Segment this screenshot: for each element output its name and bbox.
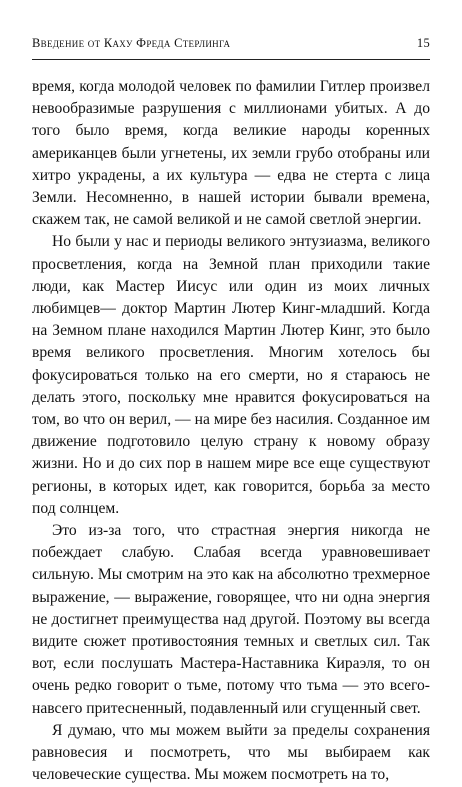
body-text bbox=[32, 76, 430, 787]
header-divider bbox=[32, 59, 430, 60]
paragraph-3: Это из-за того, что страстная энергия никогда не побеждает слабую. Слабая всегда уравновешивает сильную. Мы смотрим на это как на абсолютно трехмерное выражение, — выражение, говорящее, что ни одна энергия не достигнет преимущества над другой. Поэтому вы всегда видите сюжет противостояния темных и светлых сил. Так вот, если послушать Мастера-Наставника Кираэля, то он очень редко говорит о тьме, потому что тьма — это всего-навсего притесненный, подавленный или сгущенный свет. bbox=[32, 522, 430, 717]
running-header bbox=[32, 36, 430, 54]
paragraph-2: Но были у нас и периоды великого энтузиазма, великого просветления, когда на Земной план приходили такие люди, как Мастер Иисус или один из моих личных любимцев— доктор Мартин Лютер Кинг-младший. Когда на Земном плане находился Мартин Лютер Кинг, это было время великого просветления. Многим хотелось бы фокусироваться только на его смерти, но я стараюсь не делать этого, поскольку мне нравится фокусироваться на том, во что он верил, — на мире без насилия. Созданное им движение подготовило целую страну к новому образу жизни. Но и до сих пор в нашем мире все еще существуют регионы, в которых идет, как говорится, борьба за место под солнцем. bbox=[32, 233, 430, 517]
running-header-title: Введение от Каху Фреда Стерлинга bbox=[32, 36, 231, 50]
paragraph-4: Я думаю, что мы можем выйти за пределы сохранения равновесия и посмотреть, что мы выбираем как человеческие существа. Мы можем посмотреть на то, bbox=[32, 721, 430, 784]
page-number: 15 bbox=[416, 36, 430, 50]
paragraph-1: время, когда молодой человек по фамилии Гитлер произвел невообразимые разрушения с миллионами убитых. А до того было время, когда великие народы коренных американцев были угнетены, их земли грубо отобраны или хитро украдены, а их культура — едва не стерта с лица Земли. Несомненно, в нашей истории бывали времена, скажем так, не самой великой и не самой светлой энергии. bbox=[32, 78, 430, 229]
